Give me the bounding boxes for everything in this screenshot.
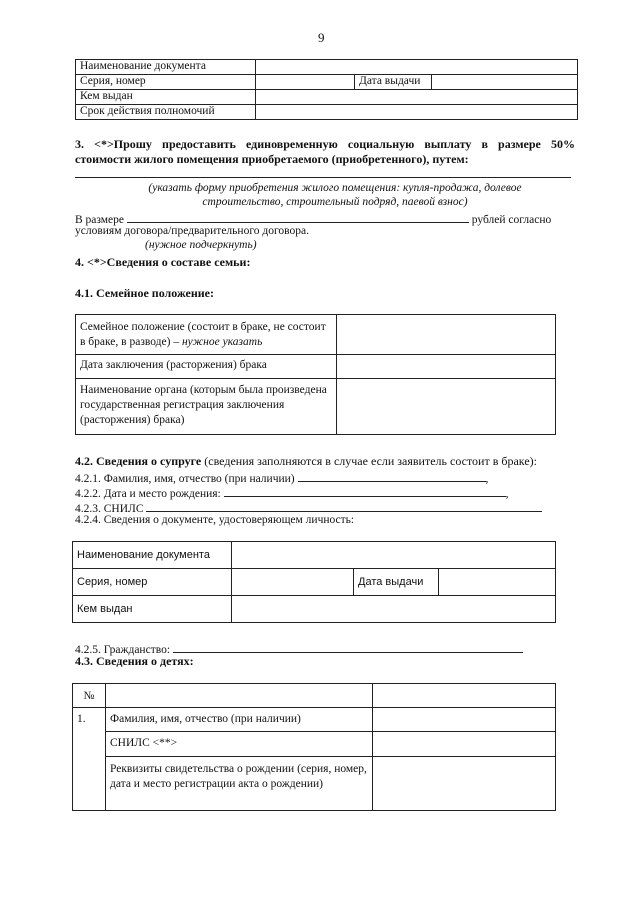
- marital-status-field[interactable]: [337, 315, 556, 355]
- spouse-doc-series-label: Серия, номер: [73, 569, 232, 596]
- doc-issued-by-field[interactable]: [256, 90, 578, 105]
- section4-heading: 4. <*>Сведения о составе семьи:: [75, 255, 251, 269]
- spouse-doc-date-label: Дата выдачи: [354, 569, 439, 596]
- section42-heading: 4.2. Сведения о супруге (сведения заполняются в случае если заявитель состоит в браке):: [75, 454, 537, 468]
- underline-hint: (нужное подчеркнуть): [145, 239, 257, 251]
- marital-status-label: Семейное положение (состоит в браке, не состоит в браке, в разводе) – нужное указать: [76, 315, 337, 355]
- amount-suffix: рублей согласно: [471, 214, 552, 226]
- registration-organ-label: Наименование органа (которым была произведена государственная регистрация заключения (расторжения) брака): [76, 379, 337, 435]
- document-table: [75, 59, 578, 120]
- spouse-doc-date-field[interactable]: [439, 569, 556, 596]
- child-birth-cert-field[interactable]: [373, 757, 556, 811]
- contract-text: условиям договора/предварительного договора.: [75, 225, 309, 237]
- doc-issued-by-label: Кем выдан: [76, 90, 256, 105]
- spouse-fio-input-line[interactable]: [298, 469, 486, 482]
- child-row-number: 1.: [73, 708, 106, 811]
- amount-input-line[interactable]: [127, 210, 469, 223]
- child-fio-field[interactable]: [373, 708, 556, 732]
- spouse-doc-issued-label: Кем выдан: [73, 596, 232, 623]
- spouse-snils-row: 4.2.3. СНИЛС: [75, 499, 542, 515]
- marital-status-table: [75, 314, 556, 435]
- marriage-date-field[interactable]: [337, 355, 556, 379]
- spouse-doc-series-field[interactable]: [232, 569, 354, 596]
- spouse-doc-name-label: Наименование документа: [73, 542, 232, 569]
- registration-organ-field[interactable]: [337, 379, 556, 435]
- child-snils-label: СНИЛС <**>: [106, 732, 373, 757]
- spouse-fio-row: 4.2.1. Фамилия, имя, отчество (при наличии) ,: [75, 469, 488, 485]
- children-header-label: [106, 684, 373, 708]
- spouse-doc-name-field[interactable]: [232, 542, 556, 569]
- child-birth-cert-label: Реквизиты свидетельства о рождении (серия, номер, дата и место регистрации акта о рождении): [106, 757, 373, 811]
- doc-series-field[interactable]: [256, 75, 355, 90]
- children-table: [72, 683, 556, 811]
- spouse-document-table: [72, 541, 556, 623]
- doc-name-field[interactable]: [256, 60, 578, 75]
- doc-date-field[interactable]: [432, 75, 578, 90]
- child-snils-field[interactable]: [373, 732, 556, 757]
- section43-heading: 4.3. Сведения о детях:: [75, 654, 194, 668]
- doc-name-label: Наименование документа: [76, 60, 256, 75]
- section3-heading: 3. <*>Прошу предоставить единовременную социальную выплату в размере 50% стоимости жилого помещения приобретаемого (приобретенного), путем:: [75, 137, 575, 166]
- marriage-date-label: Дата заключения (расторжения) брака: [76, 355, 337, 379]
- spouse-doc-line: 4.2.4. Сведения о документе, удостоверяющем личность:: [75, 514, 355, 526]
- child-fio-label: Фамилия, имя, отчество (при наличии): [106, 708, 373, 732]
- page-number: 9: [318, 30, 325, 45]
- doc-validity-field[interactable]: [256, 105, 578, 120]
- doc-validity-label: Срок действия полномочий: [76, 105, 256, 120]
- form-input-line[interactable]: [75, 177, 571, 178]
- children-num-header: №: [73, 684, 106, 708]
- spouse-birth-row: 4.2.2. Дата и место рождения: ,: [75, 484, 509, 500]
- spouse-snils-input-line[interactable]: [146, 499, 542, 512]
- section3-hint: (указать форму приобретения жилого помещения: купля-продажа, долевое строительство, строительный подряд, паевой взнос): [148, 182, 522, 208]
- section41-heading: 4.1. Семейное положение:: [75, 286, 215, 300]
- doc-date-label: Дата выдачи: [355, 75, 432, 90]
- spouse-birth-input-line[interactable]: [224, 484, 506, 497]
- children-header-value: [373, 684, 556, 708]
- doc-series-label: Серия, номер: [76, 75, 256, 90]
- citizenship-row: 4.2.5. Гражданство:: [75, 640, 523, 656]
- citizenship-input-line[interactable]: [173, 640, 523, 653]
- amount-prefix: В размере: [75, 214, 125, 226]
- spouse-doc-issued-field[interactable]: [232, 596, 556, 623]
